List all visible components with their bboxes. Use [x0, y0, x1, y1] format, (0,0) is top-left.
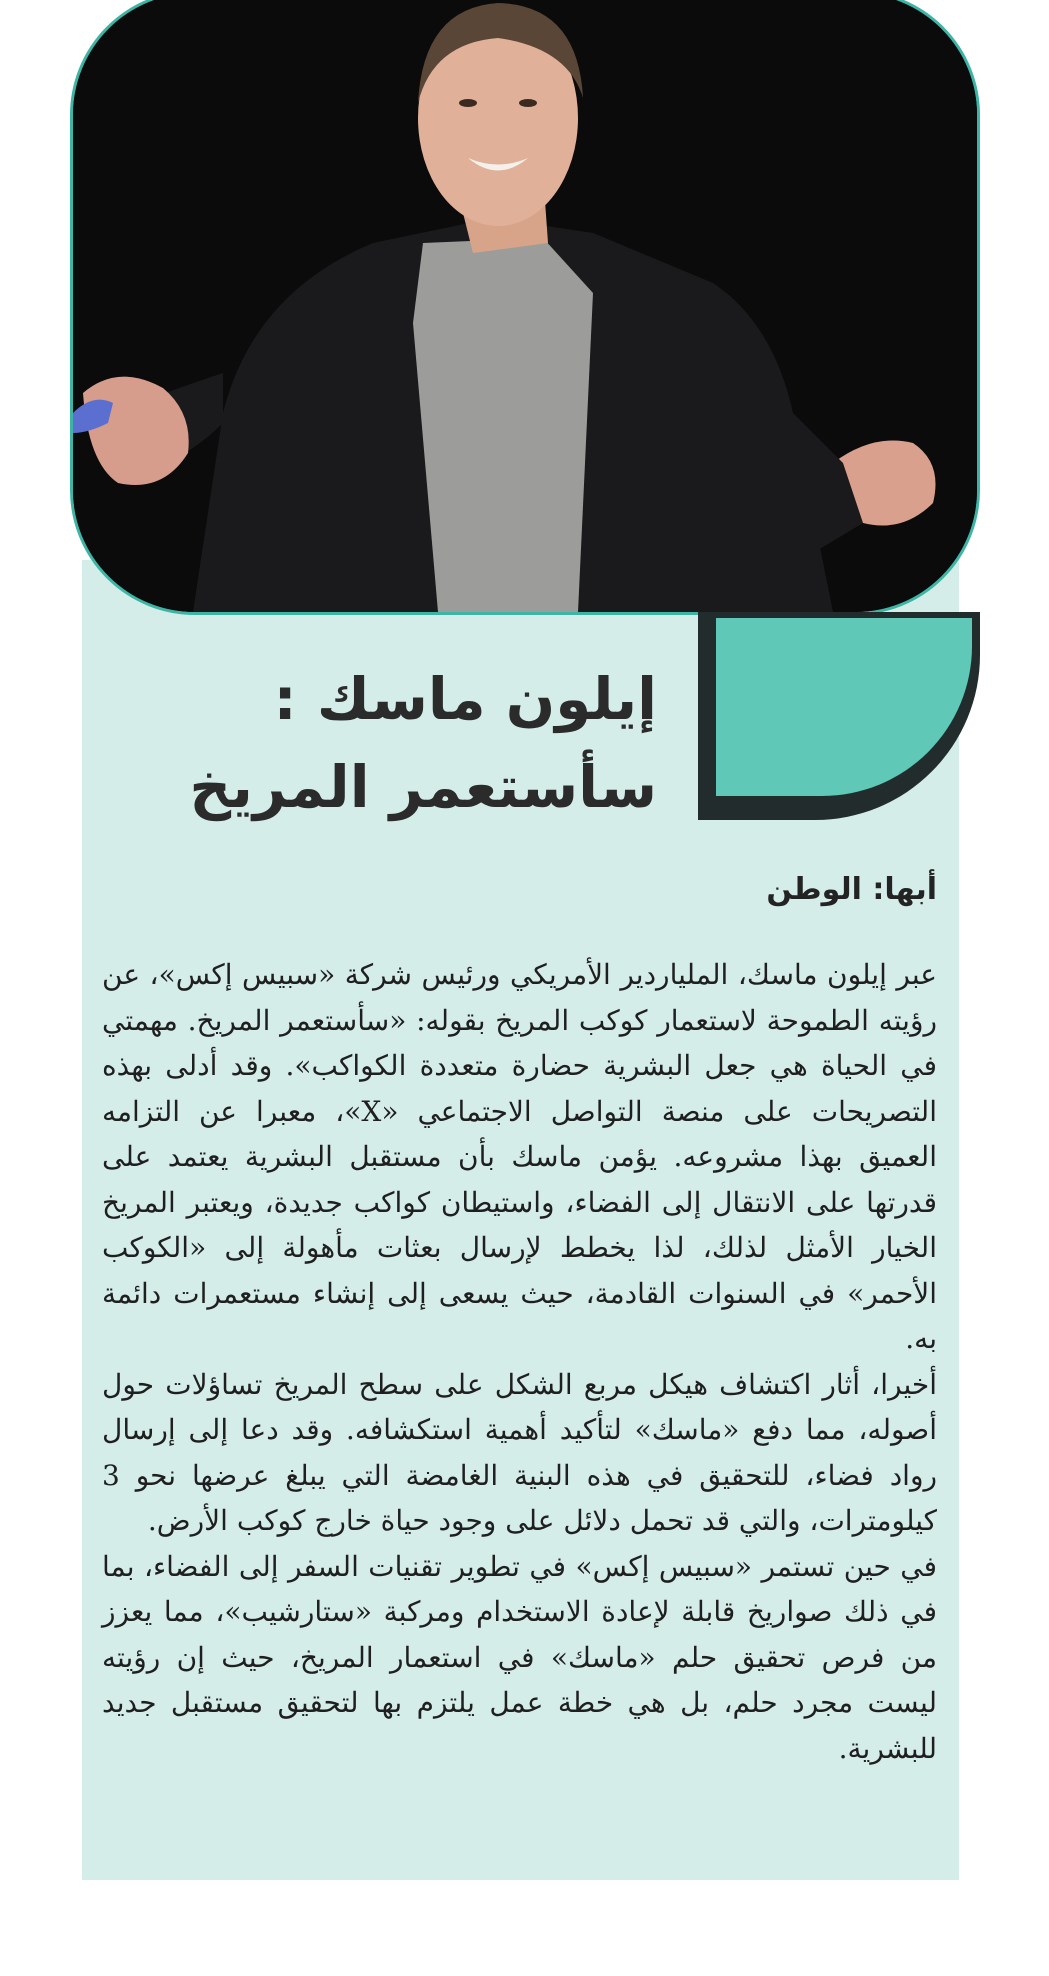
headline-line-2: سأستعمر المريخ: [189, 753, 657, 821]
article-body: [102, 952, 937, 1771]
headline: [97, 655, 657, 831]
paragraph-1: عبر إيلون ماسك، الملياردير الأمريكي ورئيس شركة «سبيس إكس»، عن رؤيته الطموحة لاستعمار كوكب المريخ بقوله: «سأستعمر المريخ. مهمتي في الحياة هي جعل البشرية حضارة متعددة الكواكب». وقد أدلى بهذه التصريحات على منصة التواصل الاجتماعي «X»، معبرا عن التزامه العميق بهذا مشروعه. يؤمن ماسك بأن مستقبل البشرية يعتمد على قدرتها على الانتقال إلى الفضاء، واستيطان كواكب جديدة، ويعتبر المريخ الخيار الأمثل لذلك، لذا يخطط لإرسال بعثات مأهولة إلى «الكوكب الأحمر» في السنوات القادمة، حيث يسعى إلى إنشاء مستعمرات دائمة به.: [102, 958, 937, 1355]
article-photo: [70, 0, 980, 615]
paragraph-2: أخيرا، أثار اكتشاف هيكل مربع الشكل على سطح المريخ تساؤلات حول أصوله، مما دفع «ماسك» لتأكيد أهمية استكشافه. وقد دعا إلى إرسال رواد فضاء، للتحقيق في هذه البنية الغامضة التي يبلغ عرضها نحو 3 كيلومترات، والتي قد تحمل دلائل على وجود حياة خارج كوكب الأرض.: [102, 1367, 937, 1537]
byline: أبها: الوطن: [766, 872, 937, 907]
paragraph-3: في حين تستمر «سبيس إكس» في تطوير تقنيات السفر إلى الفضاء، بما في ذلك صواريخ قابلة لإعادة الاستخدام ومركبة «ستارشيب»، مما يعزز من فرص تحقيق حلم «ماسك» في استعمار المريخ، حيث إن رؤيته ليست مجرد حلم، بل هي خطة عمل يلتزم بها لتحقيق مستقبل جديد للبشرية.: [102, 1549, 937, 1765]
headline-line-1: إيلون ماسك :: [273, 665, 657, 733]
